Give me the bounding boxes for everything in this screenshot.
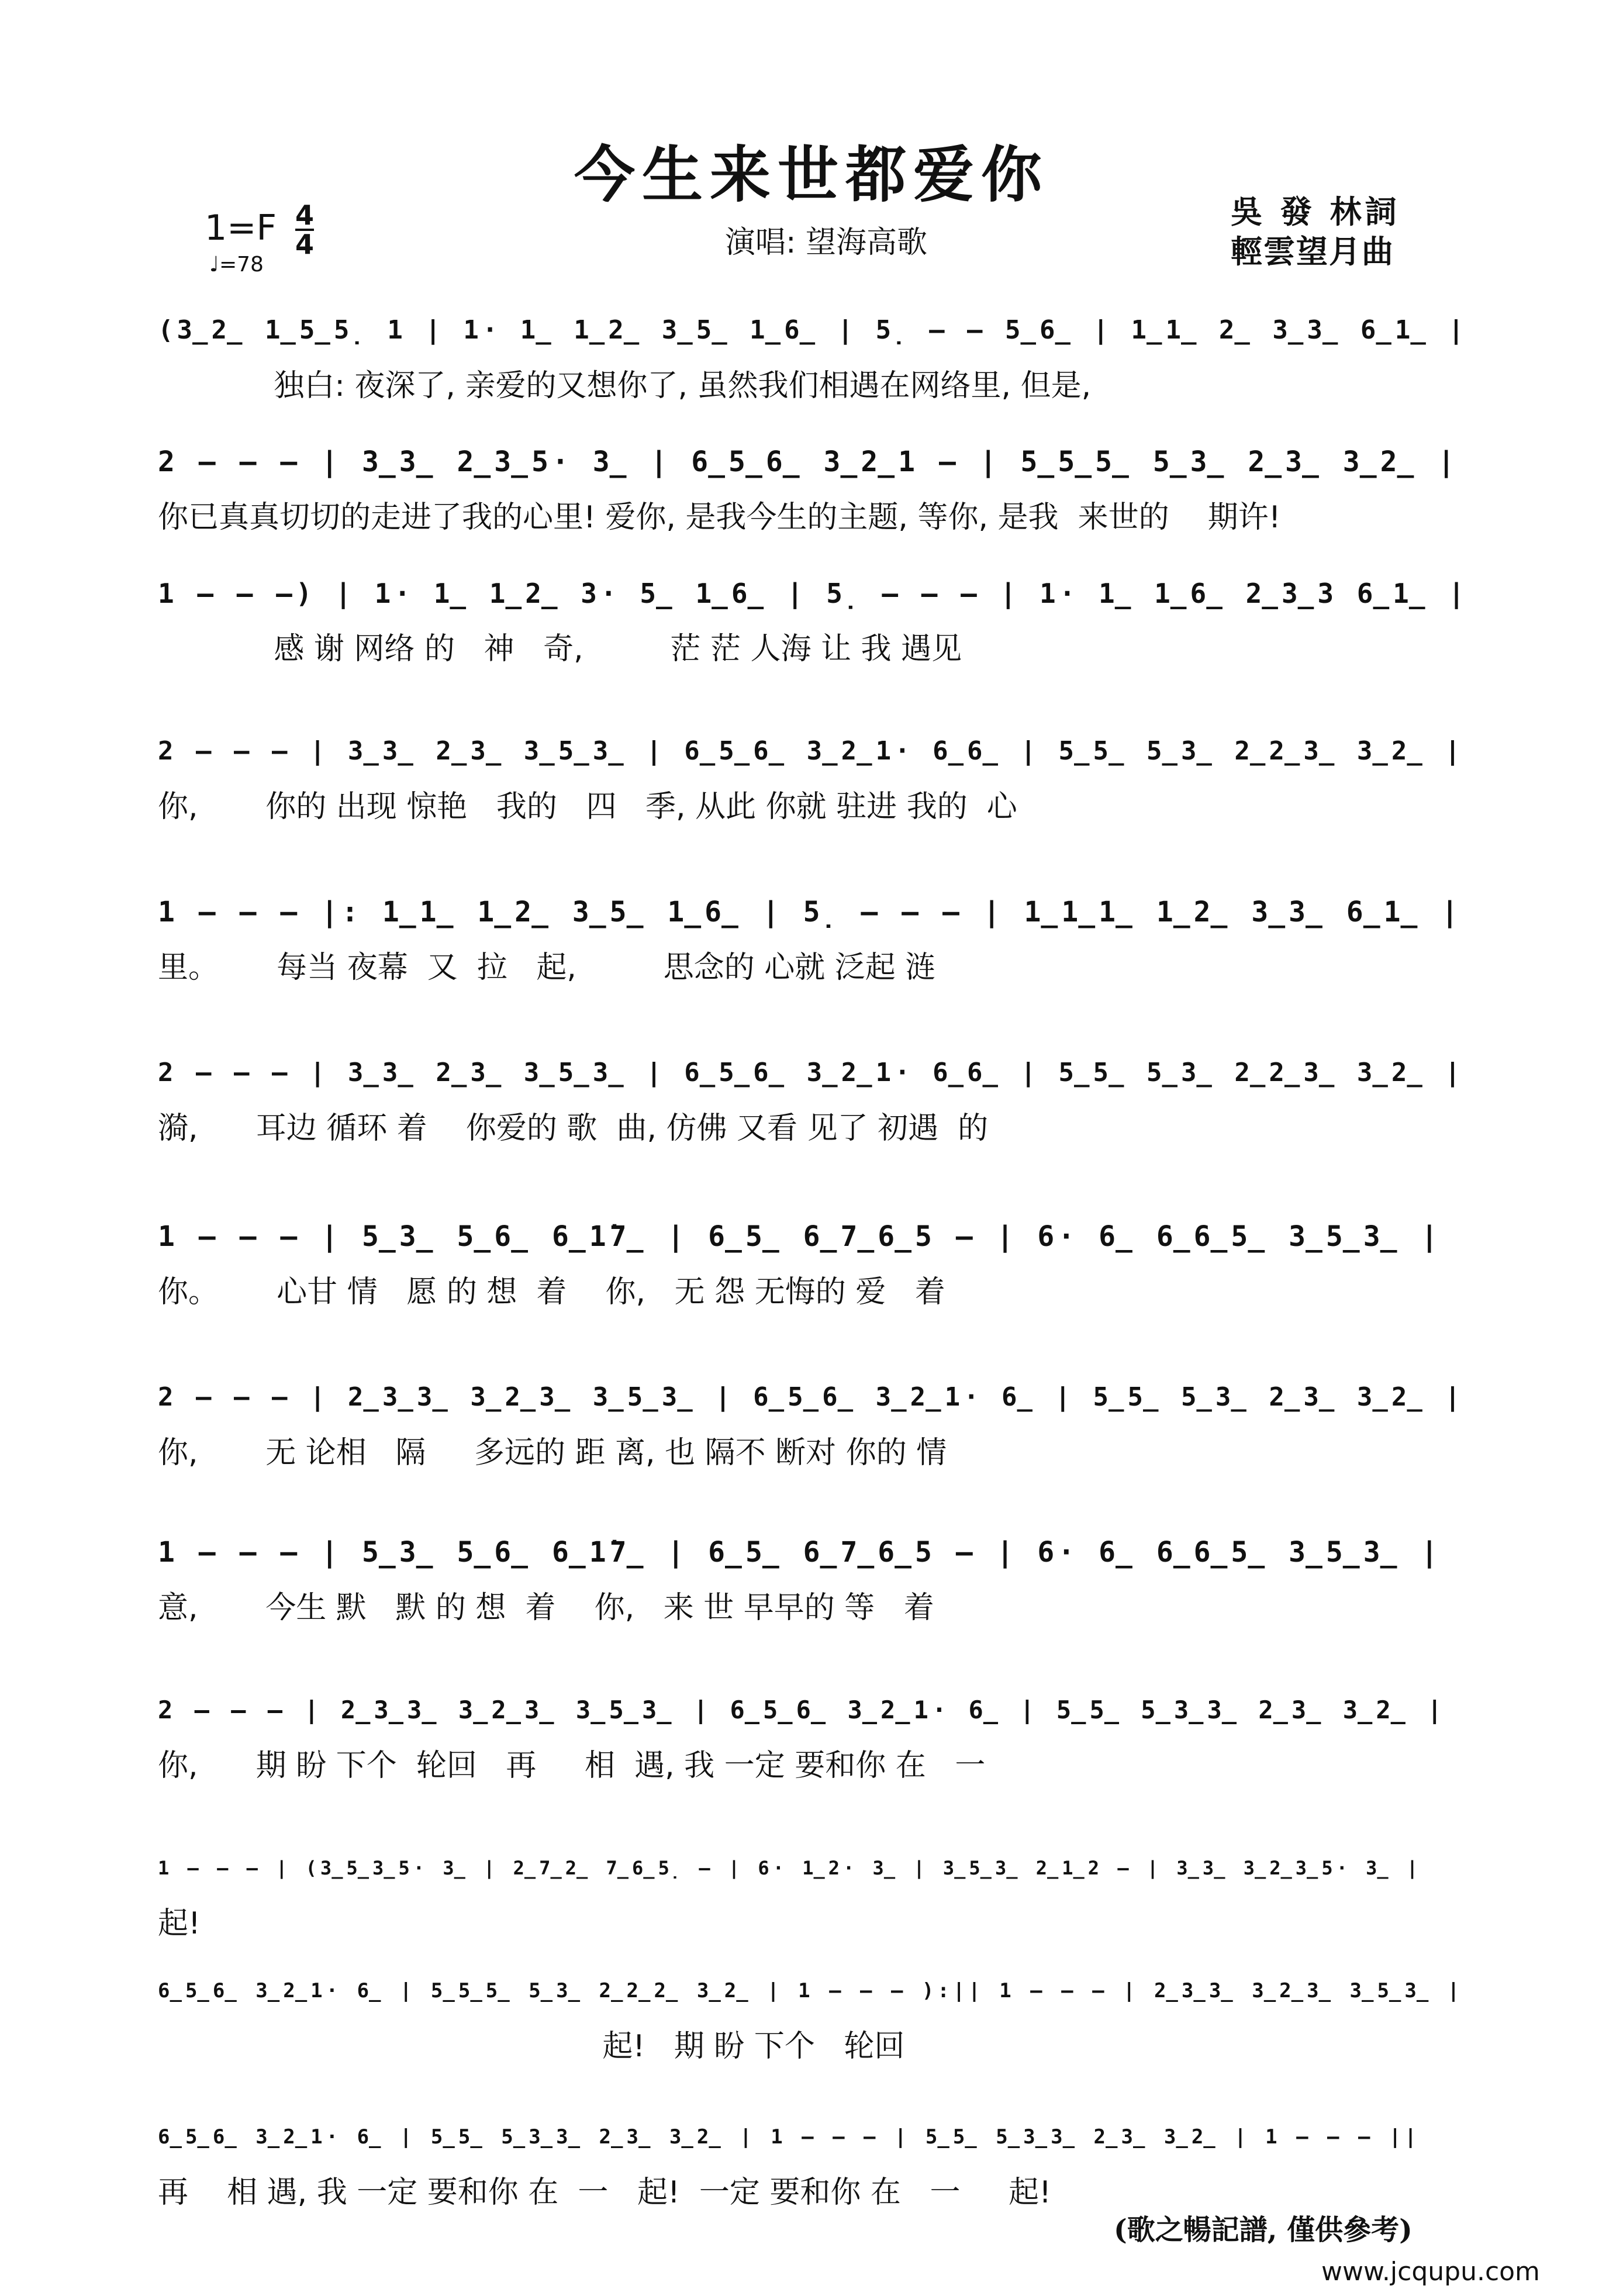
lyric-line: 感 谢 网络 的 神 奇, 茫 茫 人海 让 我 遇见 <box>158 631 962 667</box>
notation-line: 2 – – – | 3̲3̲ 2̲3̲ 3̲5̲3̲ | 6̲5̲6̲ 3̲2̲1· 6̲6̲ | 5̲5̲ 5̲3̲ 2̲2̲3̲ 3̲2̲ | <box>158 736 1464 766</box>
notation-line: 1 – – – | (3̲5̲3̲5· 3̲ | 2̲7̲2̲ 7̲6̲5̣ – | 6· 1̲2· 3̲ | 3̲5̲3̲ 2̲1̲2 – | 3̲3̲ 3̲2̲3̲5· 3̲ | <box>158 1857 1422 1879</box>
singer-credit: 演唱: 望海高歌 <box>725 225 928 260</box>
lyric-line: 漪, 耳边 循环 着 你爱的 歌 曲, 仿佛 又看 见了 初遇 的 <box>158 1111 989 1146</box>
page-title: 今生来世都爱你 <box>574 139 1049 210</box>
notation-line: 1 – – –) | 1· 1̲ 1̲2̲ 3· 5̲ 1̲6̲ | 5̣ – – – | 1· 1̲ 1̲6̲ 2̲3̲3 6̲1̲ | <box>158 578 1468 609</box>
lyric-line: 你已真真切切的走进了我的心里! 爱你, 是我今生的主题, 等你, 是我 来世的 期许! <box>158 500 1281 535</box>
tempo-mark: ♩=78 <box>209 253 264 277</box>
time-numerator: 4 <box>295 199 315 231</box>
lyricist-credit: 吳 發 林詞 <box>1231 193 1400 230</box>
lyric-line: 独白: 夜深了, 亲爱的又想你了, 虽然我们相遇在网络里, 但是, <box>158 368 1092 403</box>
lyric-line: 你, 无 论相 隔 多远的 距 离, 也 隔不 断对 你的 情 <box>158 1435 947 1470</box>
time-denominator: 4 <box>295 229 315 260</box>
notation-line: 6̲5̲6̲ 3̲2̲1· 6̲ | 5̲5̲5̲ 5̲3̲ 2̲2̲2̲ 3̲2̲ | 1 – – – ):|| 1 – – – | 2̲3̲3̲ 3̲2̲3̲ 3̲5̲3̲ | <box>158 1979 1463 2002</box>
notation-line: (3̲2̲ 1̲5̲5̣ 1 | 1· 1̲ 1̲2̲ 3̲5̲ 1̲6̲ | 5̣ – – 5̲6̲ | 1̲1̲ 2̲ 3̲3̲ 6̲1̲ | <box>158 315 1467 345</box>
lyric-line: 里。 每当 夜幕 又 拉 起, 思念的 心就 泛起 涟 <box>158 950 936 985</box>
footer-note: (歌之暢記譜, 僅供參考) <box>1114 2214 1413 2246</box>
notation-line: 1 – – – |: 1̲1̲ 1̲2̲ 3̲5̲ 1̲6̲ | 5̣ – – – | 1̲1̲1̲ 1̲2̲ 3̲3̲ 6̲1̲ | <box>158 896 1462 928</box>
lyric-line: 起! 期 盼 下个 轮回 <box>158 2029 905 2064</box>
lyric-line: 你, 期 盼 下个 轮回 再 相 遇, 我 一定 要和你 在 一 <box>158 1748 986 1783</box>
notation-line: 2 – – – | 2̲3̲3̲ 3̲2̲3̲ 3̲5̲3̲ | 6̲5̲6̲ 3̲2̲1· 6̲ | 5̲5̲ 5̲3̲3̲ 2̲3̲ 3̲2̲ | <box>158 1696 1446 1724</box>
time-signature <box>295 199 315 260</box>
notation-line: 1 – – – | 5̲3̲ 5̲6̲ 6̲1̇7̲ | 6̲5̲ 6̲7̲6̲5 – | 6· 6̲ 6̲6̲5̲ 3̲5̲3̲ | <box>158 1220 1442 1253</box>
lyric-line: 你, 你的 出现 惊艳 我的 四 季, 从此 你就 驻进 我的 心 <box>158 789 1017 824</box>
key-signature: 1=F <box>205 208 277 248</box>
notation-line: 6̲5̲6̲ 3̲2̲1· 6̲ | 5̲5̲ 5̲3̲3̲ 2̲3̲ 3̲2̲ | 1 – – – | 5̲5̲ 5̲3̲3̲ 2̲3̲ 3̲2̲ | 1 – – – || <box>158 2125 1420 2149</box>
notation-line: 1 – – – | 5̲3̲ 5̲6̲ 6̲1̇7̲ | 6̲5̲ 6̲7̲6̲5 – | 6· 6̲ 6̲6̲5̲ 3̲5̲3̲ | <box>158 1536 1442 1569</box>
lyric-line: 你。 心甘 情 愿 的 想 着 你, 无 怨 无悔的 爱 着 <box>158 1275 945 1310</box>
lyric-line: 意, 今生 默 默 的 想 着 你, 来 世 早早的 等 着 <box>158 1590 934 1625</box>
lyric-line: 再 相 遇, 我 一定 要和你 在 一 起! 一定 要和你 在 一 起! <box>158 2175 1051 2210</box>
website-watermark: www.jcqupu.com <box>1321 2257 1540 2287</box>
notation-line: 2 – – – | 3̲3̲ 2̲3̲5· 3̲ | 6̲5̲6̲ 3̲2̲1 – | 5̲5̲5̲ 5̲3̲ 2̲3̲ 3̲2̲ | <box>158 446 1459 478</box>
notation-line: 2 – – – | 2̲3̲3̲ 3̲2̲3̲ 3̲5̲3̲ | 6̲5̲6̲ 3̲2̲1· 6̲ | 5̲5̲ 5̲3̲ 2̲3̲ 3̲2̲ | <box>158 1382 1464 1412</box>
composer-credit: 輕雲望月曲 <box>1231 233 1394 270</box>
notation-line: 2 – – – | 3̲3̲ 2̲3̲ 3̲5̲3̲ | 6̲5̲6̲ 3̲2̲1· 6̲6̲ | 5̲5̲ 5̲3̲ 2̲2̲3̲ 3̲2̲ | <box>158 1058 1464 1087</box>
lyric-line: 起! <box>158 1906 201 1941</box>
